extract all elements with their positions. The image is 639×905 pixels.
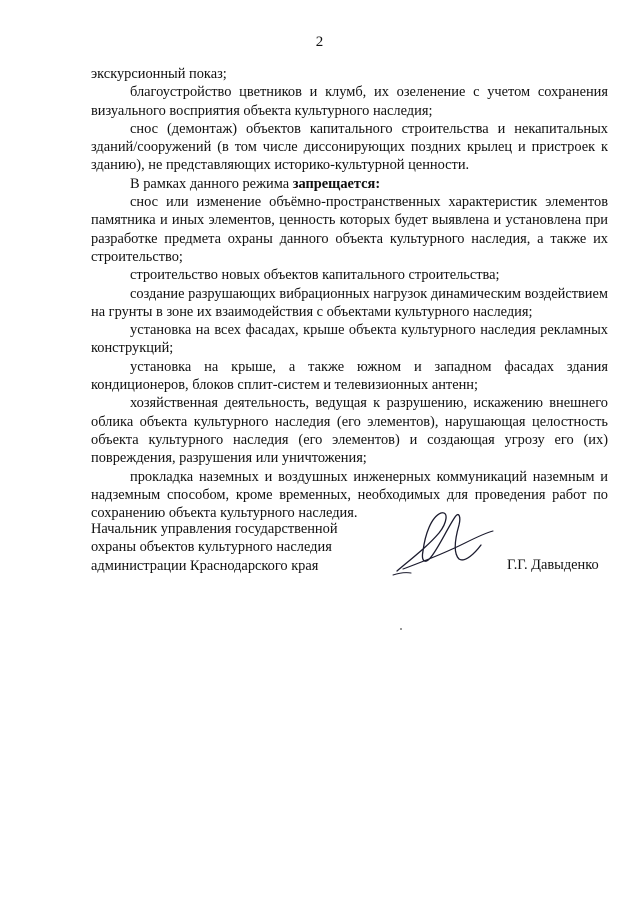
document-body [91, 65, 608, 522]
prohibited-item: хозяйственная деятельность, ведущая к разрушению, искажению внешнего облика объекта культурного наследия (его элементов), нарушающая целостность объекта культурного наследия (его элементов) и создающая угрозу его (их) повреждения, разрушения или уничтожения; [91, 395, 608, 467]
position-line: Начальник управления государственной [91, 521, 338, 537]
regime-intro-prefix: В рамках данного режима [130, 175, 293, 192]
prohibited-item: снос или изменение объёмно-пространственных характеристик элементов памятника и иных элементов, ценность которых будет выявлена и установлена при разработке предмета охраны данного объекта культурного наследия, а также их строительство; [91, 194, 608, 265]
position-line: администрации Краснодарского края [91, 557, 319, 574]
prohibited-item: создание разрушающих вибрационных нагрузок динамическим воздействием на грунты в зоне их взаимодействия с объектами культурного наследия; [91, 285, 608, 320]
regime-intro-bold: запрещается: [292, 175, 381, 192]
position-line: охраны объектов культурного наследия [91, 539, 332, 556]
page-number: 2 [315, 34, 324, 50]
prohibited-item: установка на крыше, а также южном и западном фасадах здания кондиционеров, блоков сплит-систем и телевизионных антенн; [91, 358, 608, 394]
paragraph-demolition: снос (демонтаж) объектов капитального строительства и некапитальных зданий/сооружений (в том числе диссонирующих поздних крылец и пристроек к зданию), не представляющих историко-культурной ценности. [91, 120, 608, 174]
signature-position-block [91, 520, 338, 575]
handwritten-signature [389, 503, 499, 578]
paragraph-excursion: экскурсионный показ; [91, 66, 227, 82]
prohibited-item: строительство новых объектов капитального строительства; [130, 267, 500, 284]
prohibited-item: прокладка наземных и воздушных инженерных коммуникаций наземным и надземным способом, кроме временных, необходимых для проведения работ по сохранению объекта культурного наследия. [91, 468, 608, 522]
prohibited-item: установка на всех фасадах, крыше объекта культурного наследия рекламных конструкций; [91, 322, 608, 357]
signer-name: Г.Г. Давыденко [507, 557, 599, 573]
scan-speck [400, 628, 402, 630]
regime-intro [91, 175, 608, 193]
paragraph-landscaping: благоустройство цветников и клумб, их озеленение с учетом сохранения визуального восприятия объекта культурного наследия; [91, 84, 608, 119]
